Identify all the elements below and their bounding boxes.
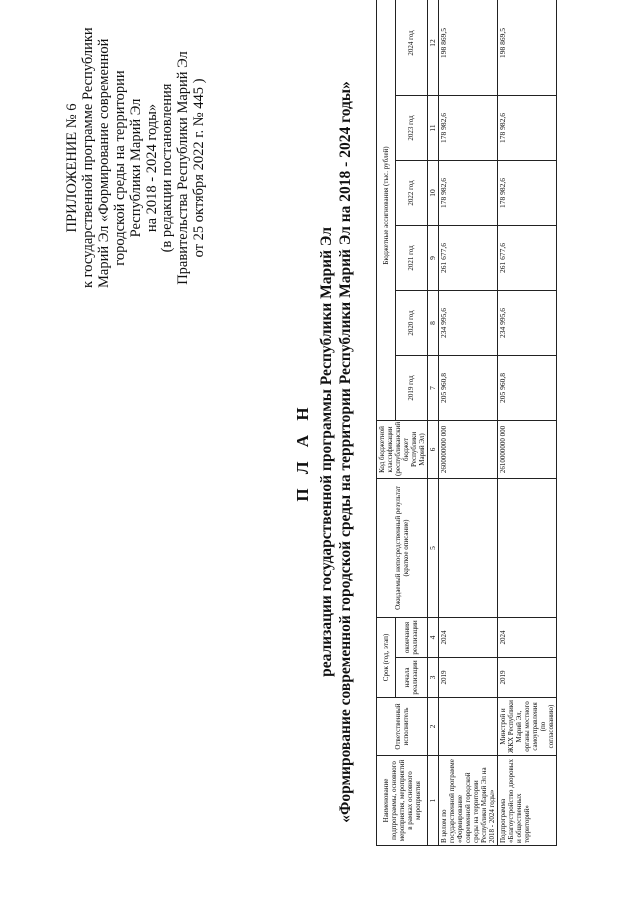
row-start: 2019 [498,658,557,698]
row-code: 2600000000 000 [439,420,498,478]
header-year: 2020 год [395,290,427,355]
row-end: 2024 [439,617,498,657]
appendix-line: ПРИЛОЖЕНИЕ № 6 [64,103,80,233]
row-end: 2024 [498,617,557,657]
column-number: 9 [428,225,439,290]
row-value: 261 677,6 [439,225,498,290]
header-end: окончания реализации [395,617,427,657]
header-year: 2019 год [395,355,427,420]
row-code: 2610000000 000 [498,420,557,478]
row-value: 178 982,6 [498,95,557,160]
row-start: 2019 [439,658,498,698]
column-number: 12 [428,0,439,95]
appendix-line: городской среды на территории [111,70,128,266]
header-year: 2024 год [395,0,427,95]
column-number: 11 [428,95,439,160]
column-number: 3 [428,658,439,698]
header-name: Наименование подпрограммы, основного мероприятия, мероприятий в рамках основного мероприятия [377,756,428,846]
appendix-line: Республики Марий Эл [127,98,144,238]
column-number: 4 [428,617,439,657]
header-year: 2022 год [395,160,427,225]
row-value: 261 677,6 [498,225,557,290]
column-number: 5 [428,478,439,617]
column-number: 8 [428,290,439,355]
appendix-block [64,27,208,288]
row-result [439,478,498,617]
table-row [439,0,498,846]
row-value: 178 982,6 [498,160,557,225]
appendix-line: Марий Эл «Формирование современной [95,38,112,288]
appendix-line: (в редакции постановления [159,83,176,253]
row-executor [439,698,498,756]
row-value: 205 960,8 [498,355,557,420]
table-row [498,0,557,846]
row-value: 205 960,8 [439,355,498,420]
row-name: В целом по государственной программе «Формирование современной городской среды на территории Республики Марий Эл на 2018 - 2024 годы» [439,756,498,846]
header-result: Ожидаемый непосредственный результат (краткое описание) [377,478,428,617]
appendix-line: к государственной программе Республики [79,27,96,288]
column-number: 7 [428,355,439,420]
row-value: 234 995,6 [439,290,498,355]
row-result [498,478,557,617]
row-value: 234 995,6 [498,290,557,355]
column-number: 10 [428,160,439,225]
row-executor: Минстрой и ЖКХ Республики Марий Эл, органы местного самоуправления (по согласованию) [498,698,557,756]
header-year: 2023 год [395,95,427,160]
header-year: 2021 год [395,225,427,290]
plan-table [376,0,557,846]
header-start: начала реализации [395,658,427,698]
column-number: 2 [428,698,439,756]
plan-heading: П Л А Н [293,402,312,502]
appendix-line: от 25 октября 2022 г. № 445 ) [191,78,208,258]
column-number: 6 [428,420,439,478]
appendix-line: на 2018 - 2024 годы» [143,103,160,233]
appendix-line: Правительства Республики Марий Эл [175,51,192,285]
header-executor: Ответственный исполнитель [377,698,428,756]
column-number: 1 [428,756,439,846]
row-value: 198 869,5 [498,0,557,95]
row-value: 198 869,5 [439,0,498,95]
header-row-1 [377,0,396,846]
header-code: Код бюджетной классификации (республиканский бюджет Республики Марий Эл) [377,420,428,478]
header-budget: Бюджетные ассигнования (тыс. рублей) [377,0,396,420]
row-value: 178 982,6 [439,160,498,225]
plan-title-line-1: реализации государственной программы Республики Марий Эл [318,227,335,677]
plan-title-line-2: «Формирование современной городской среды на территории Республики Марий Эл на 2018 - 2024 годы» [337,81,354,823]
column-number-row [428,0,439,846]
row-name: Подпрограмма «Благоустройство дворовых и общественных территорий» [498,756,557,846]
header-term: Срок (год, этап) [377,617,396,697]
row-value: 178 982,6 [439,95,498,160]
